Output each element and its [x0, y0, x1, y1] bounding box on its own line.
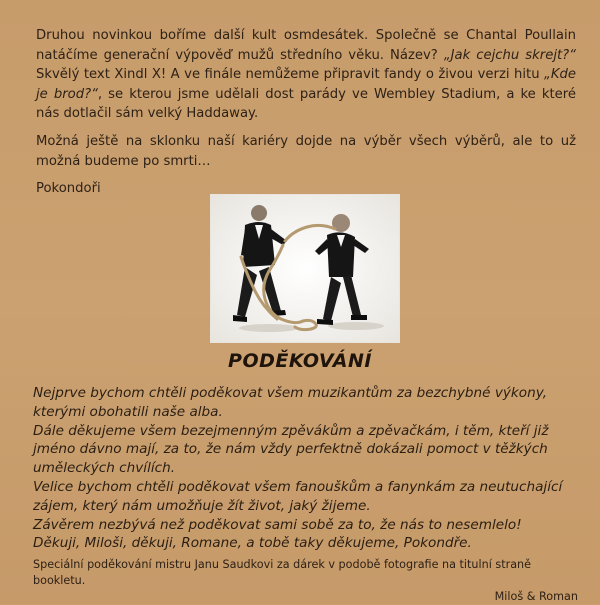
intro-text-part: Druhou novinkou boříme další kult osmdesátek. Společně se Chantal Poullain natáčíme generační výpověď mužů středního věku. Název?: [36, 28, 576, 63]
footer: [33, 557, 578, 605]
intro-text-part: Skvělý text Xindl X! A ve finále nemůžeme připravit fandy o živou verzi hitu: [36, 67, 545, 83]
intro-paragraph-1: [36, 26, 576, 124]
special-thanks: Speciální poděkování mistru Janu Saudkovi za dárek v podobě fotografie na titulní straně bookletu.: [33, 558, 532, 587]
intro-paragraph-2: Možná ještě na sklonku naší kariéry dojde na výběr všech výběrů, ale to už možná budeme po smrti…: [36, 133, 576, 169]
intro-text: [36, 26, 576, 207]
thanks-paragraph: Závěrem nezbývá než poděkovat sami sobě za to, že nás to nesemlelo!: [33, 516, 522, 533]
song-title-2: „Kde je brod?“: [36, 67, 576, 102]
thanks-paragraph: Dále děkujeme všem bezejmenným zpěvákům a zpěvačkám, i těm, kteří již jméno dávno mají, za to, že nám vždy perfektně dokázali pomoct v těžkých uměleckých chvílích.: [33, 422, 549, 477]
thanks-paragraph: Velice bychom chtěli poděkovat všem fanouškům a fanynkám za neutuchající zájem, který nám umožňuje žít život, jaký žijeme.: [33, 478, 563, 514]
page-heading: PODĚKOVÁNÍ: [228, 350, 372, 372]
thanks-paragraph: Děkuji, Miloši, děkuji, Romane, a tobě taky děkujeme, Pokondře.: [33, 535, 472, 552]
thanks-text: [33, 384, 578, 553]
footer-signature: Miloš & Roman: [494, 590, 578, 603]
thanks-paragraph: Nejprve bychom chtěli poděkovat všem muzikantům za bezchybné výkony, kterými obohatili naše alba.: [33, 385, 548, 420]
intro-signature: Pokondoři: [36, 181, 101, 197]
band-photo-illustration: [211, 195, 399, 342]
band-photo: [211, 195, 399, 342]
song-title-1: „Jak cejchu skrejt?“: [443, 47, 576, 63]
intro-text-part: , se kterou jsme udělali dost parády ve Wembley Stadium, a ke které nás dotlačil sám velký Haddaway.: [36, 86, 576, 122]
